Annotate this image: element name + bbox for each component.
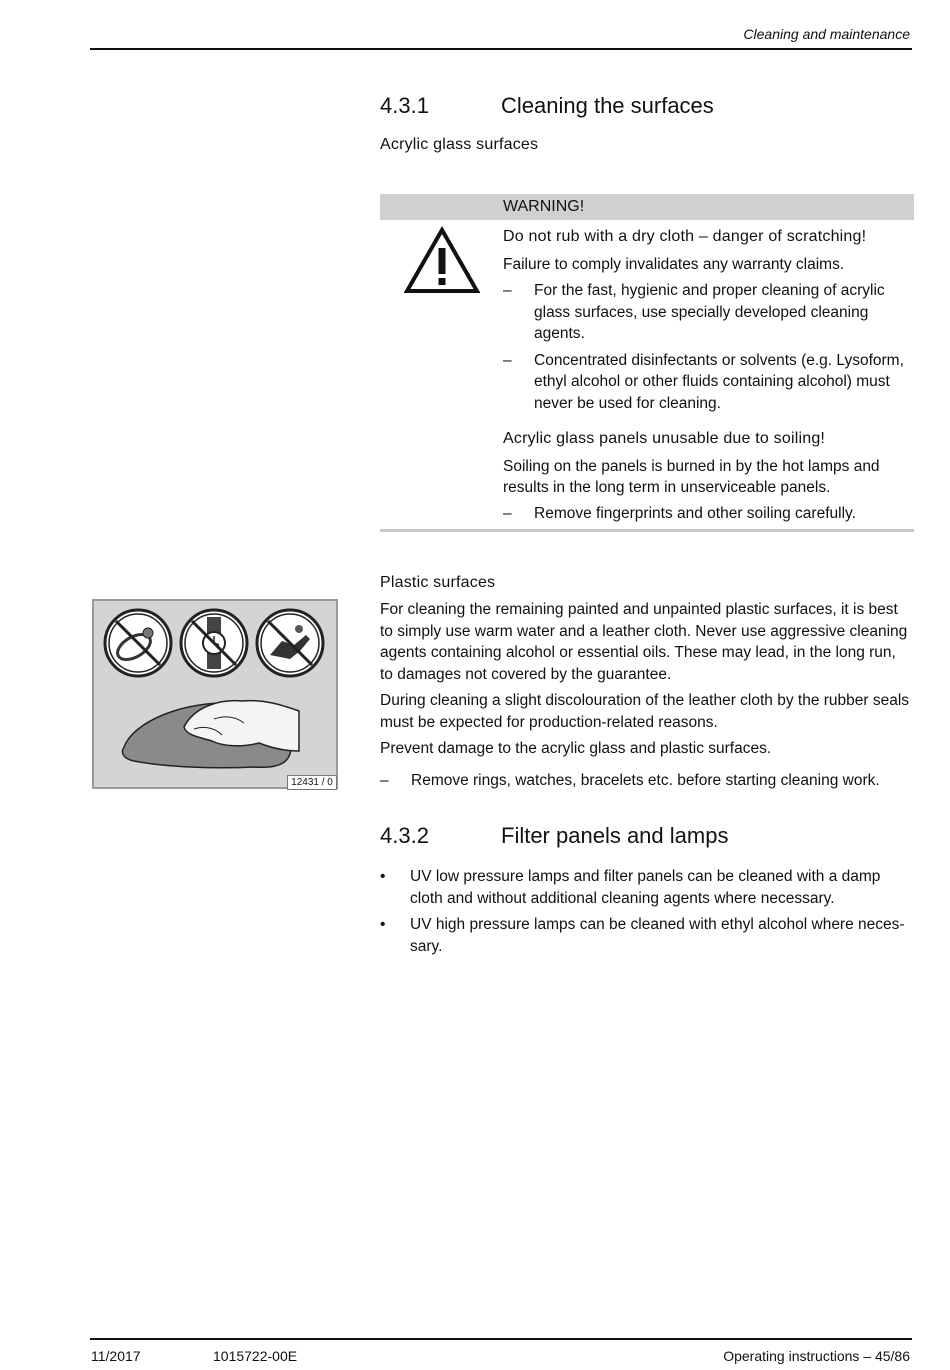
header-rule [90, 48, 912, 50]
footer-doc-number: 1015722-00E [213, 1348, 298, 1364]
warning-triangle-icon [404, 226, 480, 299]
hand-with-cloth-icon [122, 701, 299, 768]
no-watch-icon [181, 610, 247, 676]
cleaning-illustration [92, 599, 338, 789]
warning-text-soiling: Soiling on the panels is burned in by the hot lamps and results in the long term in unserviceable panels. [503, 458, 880, 496]
dash-marker: – [503, 351, 512, 369]
warning-body [503, 226, 913, 530]
list-item-text: UV low pressure lamps and filter panels can be cleaned with a damp cloth and without additional cleaning agents where necessary. [410, 868, 881, 907]
section-title: Filter panels and lamps [501, 823, 729, 848]
dash-marker: – [503, 505, 512, 522]
section-number: 4.3.2 [380, 823, 429, 848]
section-title: Cleaning the surfaces [501, 93, 714, 118]
figure-label: 12431 / 0 [287, 775, 337, 790]
section-number: 4.3.1 [380, 93, 429, 118]
no-rings-icon [105, 610, 171, 676]
warning-label: WARNING! [503, 198, 585, 215]
no-jewelry-hand-icon [257, 610, 323, 676]
list-item [380, 770, 912, 792]
dash-marker: – [380, 771, 389, 789]
subheading-acrylic: Acrylic glass surfaces [380, 136, 539, 153]
running-header: Cleaning and maintenance [743, 26, 910, 42]
list-item-text: UV high pressure lamps can be cleaned with ethyl alcohol where neces-sary. [410, 916, 905, 955]
list-item [503, 503, 913, 525]
footer-date: 11/2017 [91, 1348, 141, 1364]
warning-bottom-rule [380, 529, 914, 532]
filter-panels-list [380, 866, 912, 962]
warning-lead-scratch: Do not rub with a dry cloth – danger of scratching! [503, 228, 867, 245]
list-item-text: Remove rings, watches, bracelets etc. before starting cleaning work. [411, 771, 880, 789]
paragraph: Prevent damage to the acrylic glass and plastic surfaces. [380, 740, 772, 757]
footer-page: Operating instructions – 45/86 [723, 1348, 910, 1364]
bullet-marker: • [380, 868, 386, 885]
list-item-text: Concentrated disinfectants or solvents (e.g. Lysoform, ethyl alcohol or other fluids containing alcohol) must never be used for cleaning. [534, 351, 904, 412]
warning-lead-soiling: Acrylic glass panels unusable due to soiling! [503, 430, 826, 447]
subheading-plastic: Plastic surfaces [380, 574, 496, 591]
list-item [380, 914, 912, 957]
paragraph: During cleaning a slight discolouration of the leather cloth by the rubber seals must be expected for production-related reasons. [380, 692, 910, 731]
list-item-text: For the fast, hygienic and proper cleaning of acrylic glass surfaces, use specially developed cleaning agents. [534, 282, 885, 342]
list-item [380, 866, 912, 909]
warning-header [380, 194, 914, 220]
list-item [503, 350, 913, 415]
bullet-marker: • [380, 916, 386, 933]
footer-rule [90, 1338, 912, 1340]
warning-text-warranty: Failure to comply invalidates any warranty claims. [503, 256, 845, 273]
paragraph: For cleaning the remaining painted and unpainted plastic surfaces, it is best to simply use warm water and a leather cloth. Never use aggressive cleaning agents containing alcohol or essential oils. These may lead, in the long run, to damages not covered by the guarantee. [380, 601, 908, 683]
list-item [503, 280, 913, 345]
plastic-text-block [380, 599, 912, 796]
dash-marker: – [503, 282, 512, 299]
list-item-text: Remove fingerprints and other soiling carefully. [534, 505, 856, 522]
